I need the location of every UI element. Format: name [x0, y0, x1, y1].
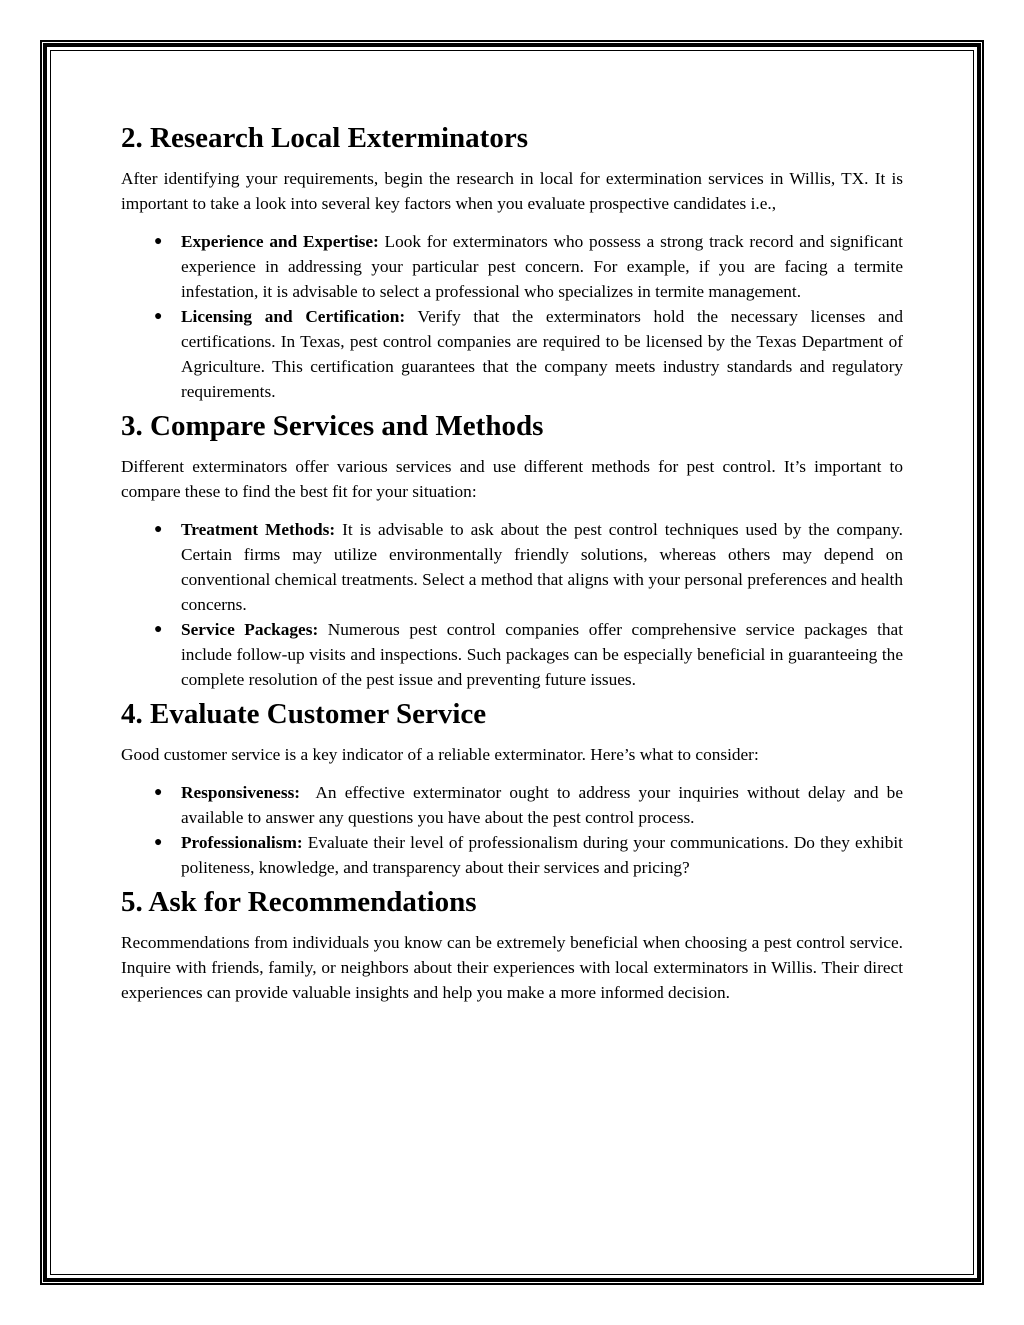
list-item-text: Verify that the exterminators hold the necessary licenses and certifications. In Texas, pest control companies are required to be licensed by the Texas Department of Agriculture. This certification guarantees that the company meets industry standards and regulatory requirements.: [181, 307, 904, 401]
section-intro: Good customer service is a key indicator of a reliable exterminator. Here’s what to consider:: [121, 745, 759, 764]
section-ask-for-recommendations: [121, 882, 903, 1005]
list-item-label: Service Packages:: [181, 620, 319, 639]
list-item-text: It is advisable to ask about the pest control techniques used by the company. Certain firms may utilize environmentally friendly solutions, whereas others may depend on conventional chemical treatments. Select a method that aligns with your personal preferences and health concerns.: [181, 520, 903, 614]
list-item-text: Numerous pest control companies offer comprehensive service packages that include follow-up visits and inspections. Such packages can be especially beneficial in guaranteeing the complete resolution of the pest issue and preventing future issues.: [181, 620, 904, 689]
bullet-icon: ●: [154, 234, 163, 249]
bullet-icon: ●: [154, 622, 163, 637]
section-heading: 5. Ask for Recommendations: [121, 886, 477, 918]
section-compare-services: [121, 406, 903, 692]
bullet-icon: ●: [154, 835, 163, 850]
list-item: [121, 617, 903, 692]
section-heading: 2. Research Local Exterminators: [121, 122, 528, 154]
list-item-label: Professionalism:: [181, 833, 303, 852]
bullet-list: [121, 517, 903, 692]
list-item-label: Licensing and Certification:: [181, 307, 406, 326]
list-item: [121, 304, 903, 404]
list-item-text: Evaluate their level of professionalism during your communications. Do they exhibit politeness, knowledge, and transparency about their services and pricing?: [181, 833, 903, 877]
document-body: [121, 118, 908, 1018]
list-item-label: Treatment Methods:: [181, 520, 336, 539]
list-item: [121, 229, 903, 304]
list-item-text: An effective exterminator ought to address your inquiries without delay and be available to answer any questions you have about the pest control process.: [181, 783, 908, 827]
list-item-label: Responsiveness:: [181, 783, 301, 802]
section-intro: Recommendations from individuals you know can be extremely beneficial when choosing a pest control service. Inquire with friends, family, or neighbors about their experiences with local exterminators in Willis. Their direct experiences can provide valuable insights and help you make a more informed decision.: [121, 933, 903, 1002]
list-item-label: Experience and Expertise:: [181, 232, 379, 251]
section-intro: Different exterminators offer various services and use different methods for pest control. It’s important to compare these to find the best fit for your situation:: [121, 457, 903, 501]
bullet-icon: ●: [154, 309, 163, 324]
bullet-icon: ●: [154, 522, 163, 537]
bullet-list: [121, 780, 908, 880]
list-item: [121, 517, 903, 617]
bullet-list: [121, 229, 903, 404]
section-heading: 3. Compare Services and Methods: [121, 410, 544, 442]
bullet-icon: ●: [154, 785, 163, 800]
section-heading: 4. Evaluate Customer Service: [121, 698, 487, 730]
list-item: [121, 830, 903, 880]
section-intro: After identifying your requirements, begin the research in local for extermination services in Willis, TX. It is important to take a look into several key factors when you evaluate prospective candidates i.e.,: [121, 169, 903, 213]
section-evaluate-customer-service: [121, 694, 908, 880]
list-item: [121, 780, 908, 830]
section-research-local-exterminators: [121, 118, 903, 404]
list-item-text: Look for exterminators who possess a strong track record and significant experience in addressing your particular pest concern. For example, if you are facing a termite infestation, it is advisable to select a professional who specializes in termite management.: [181, 232, 903, 301]
